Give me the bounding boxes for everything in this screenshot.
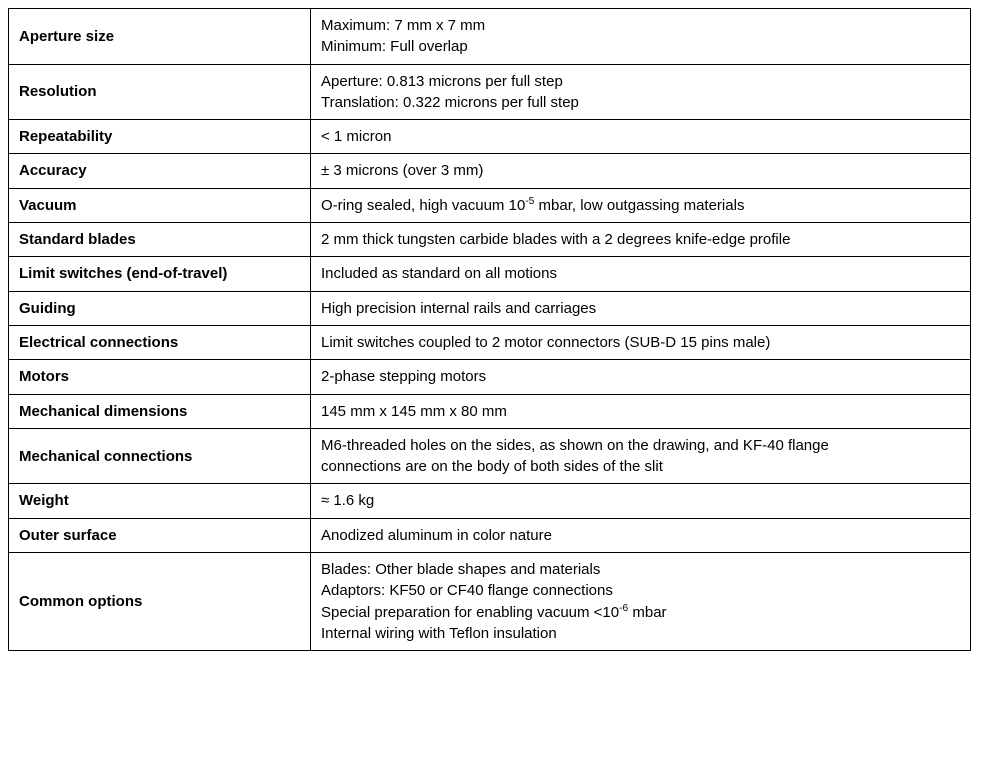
spec-label: Common options	[9, 553, 311, 651]
spec-label: Resolution	[9, 64, 311, 120]
table-row	[9, 9, 971, 65]
table-row	[9, 325, 971, 359]
spec-value	[311, 360, 971, 394]
spec-value-line: Minimum: Full overlap	[321, 38, 468, 56]
spec-value	[311, 394, 971, 428]
table-row	[9, 223, 971, 257]
table-body	[9, 9, 971, 651]
spec-value	[311, 120, 971, 154]
spec-value-line: Anodized aluminum in color nature	[321, 526, 552, 544]
table-row	[9, 257, 971, 291]
spec-label: Repeatability	[9, 120, 311, 154]
table-row	[9, 518, 971, 552]
spec-label: Outer surface	[9, 518, 311, 552]
table-row	[9, 360, 971, 394]
spec-label: Mechanical dimensions	[9, 394, 311, 428]
spec-value	[311, 188, 971, 222]
spec-value	[311, 553, 971, 651]
spec-value-line: Blades: Other blade shapes and materials	[321, 561, 601, 579]
spec-value	[311, 325, 971, 359]
spec-value	[311, 291, 971, 325]
spec-label: Motors	[9, 360, 311, 394]
table-row	[9, 154, 971, 188]
spec-value	[311, 257, 971, 291]
spec-value-line: Internal wiring with Teflon insulation	[321, 624, 557, 642]
spec-value-line: High precision internal rails and carriages	[321, 299, 597, 317]
table-row	[9, 120, 971, 154]
table-row	[9, 291, 971, 325]
spec-value	[311, 223, 971, 257]
spec-label: Weight	[9, 484, 311, 518]
spec-value-line: M6-threaded holes on the sides, as shown on the drawing, and KF-40 flange	[321, 436, 829, 454]
table-row	[9, 188, 971, 222]
spec-value-line: O-ring sealed, high vacuum $10^{-5}$ mbar, low outgassing materials	[321, 195, 745, 214]
spec-value-line: 2-phase stepping motors	[321, 368, 487, 386]
spec-value-line: 2 mm thick tungsten carbide blades with a 2 degrees knife-edge profile	[321, 231, 791, 249]
spec-value-line: connections are on the body of both sides of the slit	[321, 458, 663, 476]
spec-value-line: Maximum: 7 mm x 7 mm	[321, 17, 486, 34]
spec-value	[311, 428, 971, 484]
spec-label: Mechanical connections	[9, 428, 311, 484]
spec-label: Vacuum	[9, 188, 311, 222]
spec-value-line: Aperture: 0.813 microns per full step	[321, 72, 563, 90]
table-row	[9, 64, 971, 120]
spec-value-line: Adaptors: KF50 or CF40 flange connections	[321, 582, 613, 600]
spec-value	[311, 518, 971, 552]
spec-value	[311, 484, 971, 518]
spec-value-line: ≈ 1.6 kg	[321, 492, 375, 510]
spec-value-line: Special preparation for enabling vacuum $<10^{-6}$ mbar	[321, 602, 667, 621]
spec-value	[311, 154, 971, 188]
spec-label: Standard blades	[9, 223, 311, 257]
specifications-table	[8, 8, 971, 651]
spec-value	[311, 9, 971, 65]
spec-label: Electrical connections	[9, 325, 311, 359]
table-row	[9, 553, 971, 651]
table-row	[9, 428, 971, 484]
spec-value-line: 145 mm x 145 mm x 80 mm	[321, 402, 507, 420]
spec-value	[311, 64, 971, 120]
spec-label: Guiding	[9, 291, 311, 325]
table-row	[9, 484, 971, 518]
spec-value-line: Included as standard on all motions	[321, 265, 557, 283]
spec-label: Aperture size	[9, 9, 311, 65]
spec-value-line: ± 3 microns (over 3 mm)	[321, 162, 484, 180]
spec-label: Accuracy	[9, 154, 311, 188]
spec-label: Limit switches (end-of-travel)	[9, 257, 311, 291]
table-row	[9, 394, 971, 428]
spec-value-line: Translation: 0.322 microns per full step	[321, 93, 579, 111]
spec-value-line: < 1 micron	[321, 128, 392, 146]
spec-value-line: Limit switches coupled to 2 motor connectors (SUB-D 15 pins male)	[321, 333, 771, 351]
